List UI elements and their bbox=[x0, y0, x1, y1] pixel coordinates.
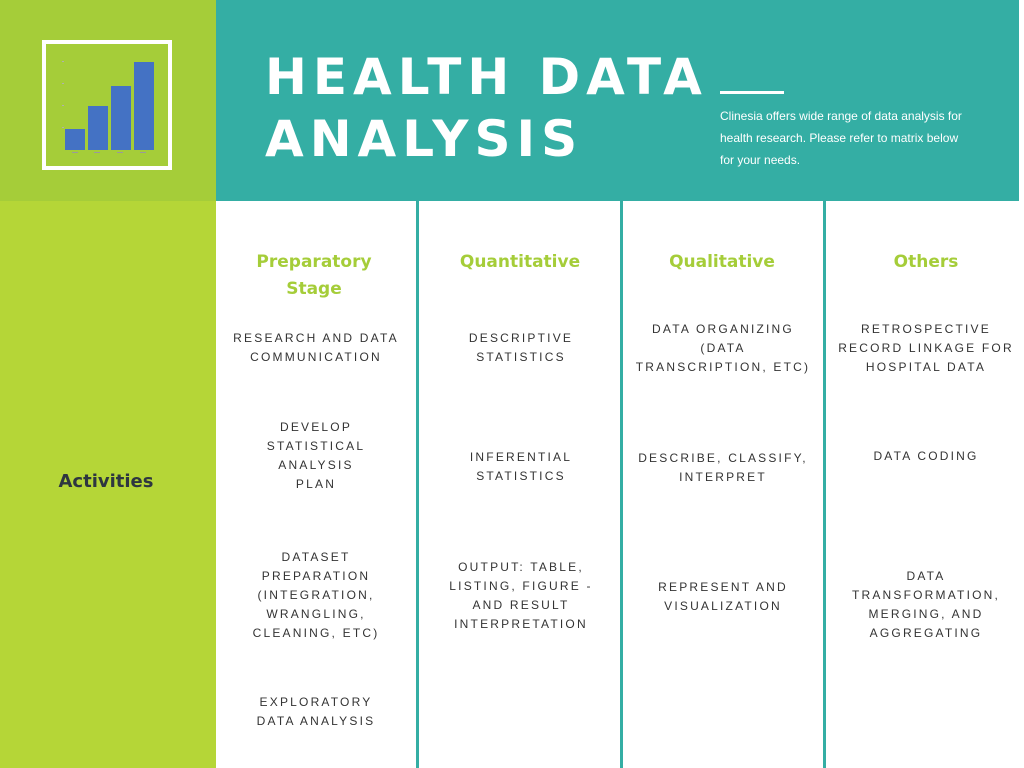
activity-item: OUTPUT: TABLE, LISTING, FIGURE - AND RESULT INTERPRETATION bbox=[449, 560, 593, 631]
column-heading-qualitative: Qualitative bbox=[669, 252, 775, 272]
activity-item: DESCRIPTIVE STATISTICS bbox=[468, 331, 574, 364]
logo-bar bbox=[134, 62, 154, 150]
side-panel bbox=[0, 201, 216, 768]
title-line-2: ANALYSIS bbox=[265, 110, 584, 168]
activity-item: DATA TRANSFORMATION, MERGING, AND AGGREGATING bbox=[851, 569, 1001, 640]
header-banner bbox=[216, 0, 1019, 201]
logo-bar bbox=[88, 106, 108, 150]
activity-item: EXPLORATORY DATA ANALYSIS bbox=[256, 695, 376, 728]
activity-item: DEVELOP STATISTICAL ANALYSIS PLAN bbox=[266, 420, 366, 491]
header-description: Clinesia offers wide range of data analysis for health research. Please refer to matrix below for your needs. bbox=[720, 109, 962, 167]
logo-panel bbox=[0, 0, 216, 201]
column-heading-others: Others bbox=[893, 252, 959, 272]
logo-bar bbox=[111, 86, 131, 150]
activity-item: DATA CODING bbox=[873, 449, 979, 463]
column-heading-quantitative: Quantitative bbox=[459, 252, 581, 272]
right-edge bbox=[1019, 0, 1024, 768]
activity-item: RESEARCH AND DATA COMMUNICATION bbox=[233, 331, 399, 364]
activity-item: DATA ORGANIZING (DATA TRANSCRIPTION, ETC) bbox=[635, 322, 811, 374]
accent-divider bbox=[720, 91, 784, 94]
column-divider bbox=[620, 201, 623, 768]
activity-item: RETROSPECTIVE RECORD LINKAGE FOR HOSPITAL DATA bbox=[838, 322, 1014, 374]
column-divider bbox=[416, 201, 419, 768]
column-heading-preparatory: Preparatory Stage bbox=[256, 252, 372, 299]
activity-item: DATASET PREPARATION (INTEGRATION, WRANGLING, CLEANING, ETC) bbox=[252, 550, 380, 640]
title-line-1: HEALTH DATA bbox=[265, 48, 708, 106]
activity-item: INFERENTIAL STATISTICS bbox=[469, 450, 573, 483]
page-title bbox=[265, 46, 708, 170]
column-divider bbox=[823, 201, 826, 768]
logo-bar bbox=[65, 129, 85, 150]
row-label-activities: Activities bbox=[58, 471, 154, 492]
bar-chart-icon bbox=[46, 44, 168, 166]
logo-frame bbox=[42, 40, 172, 170]
activity-item: REPRESENT AND VISUALIZATION bbox=[658, 580, 788, 613]
activity-item: DESCRIBE, CLASSIFY, INTERPRET bbox=[638, 451, 808, 484]
